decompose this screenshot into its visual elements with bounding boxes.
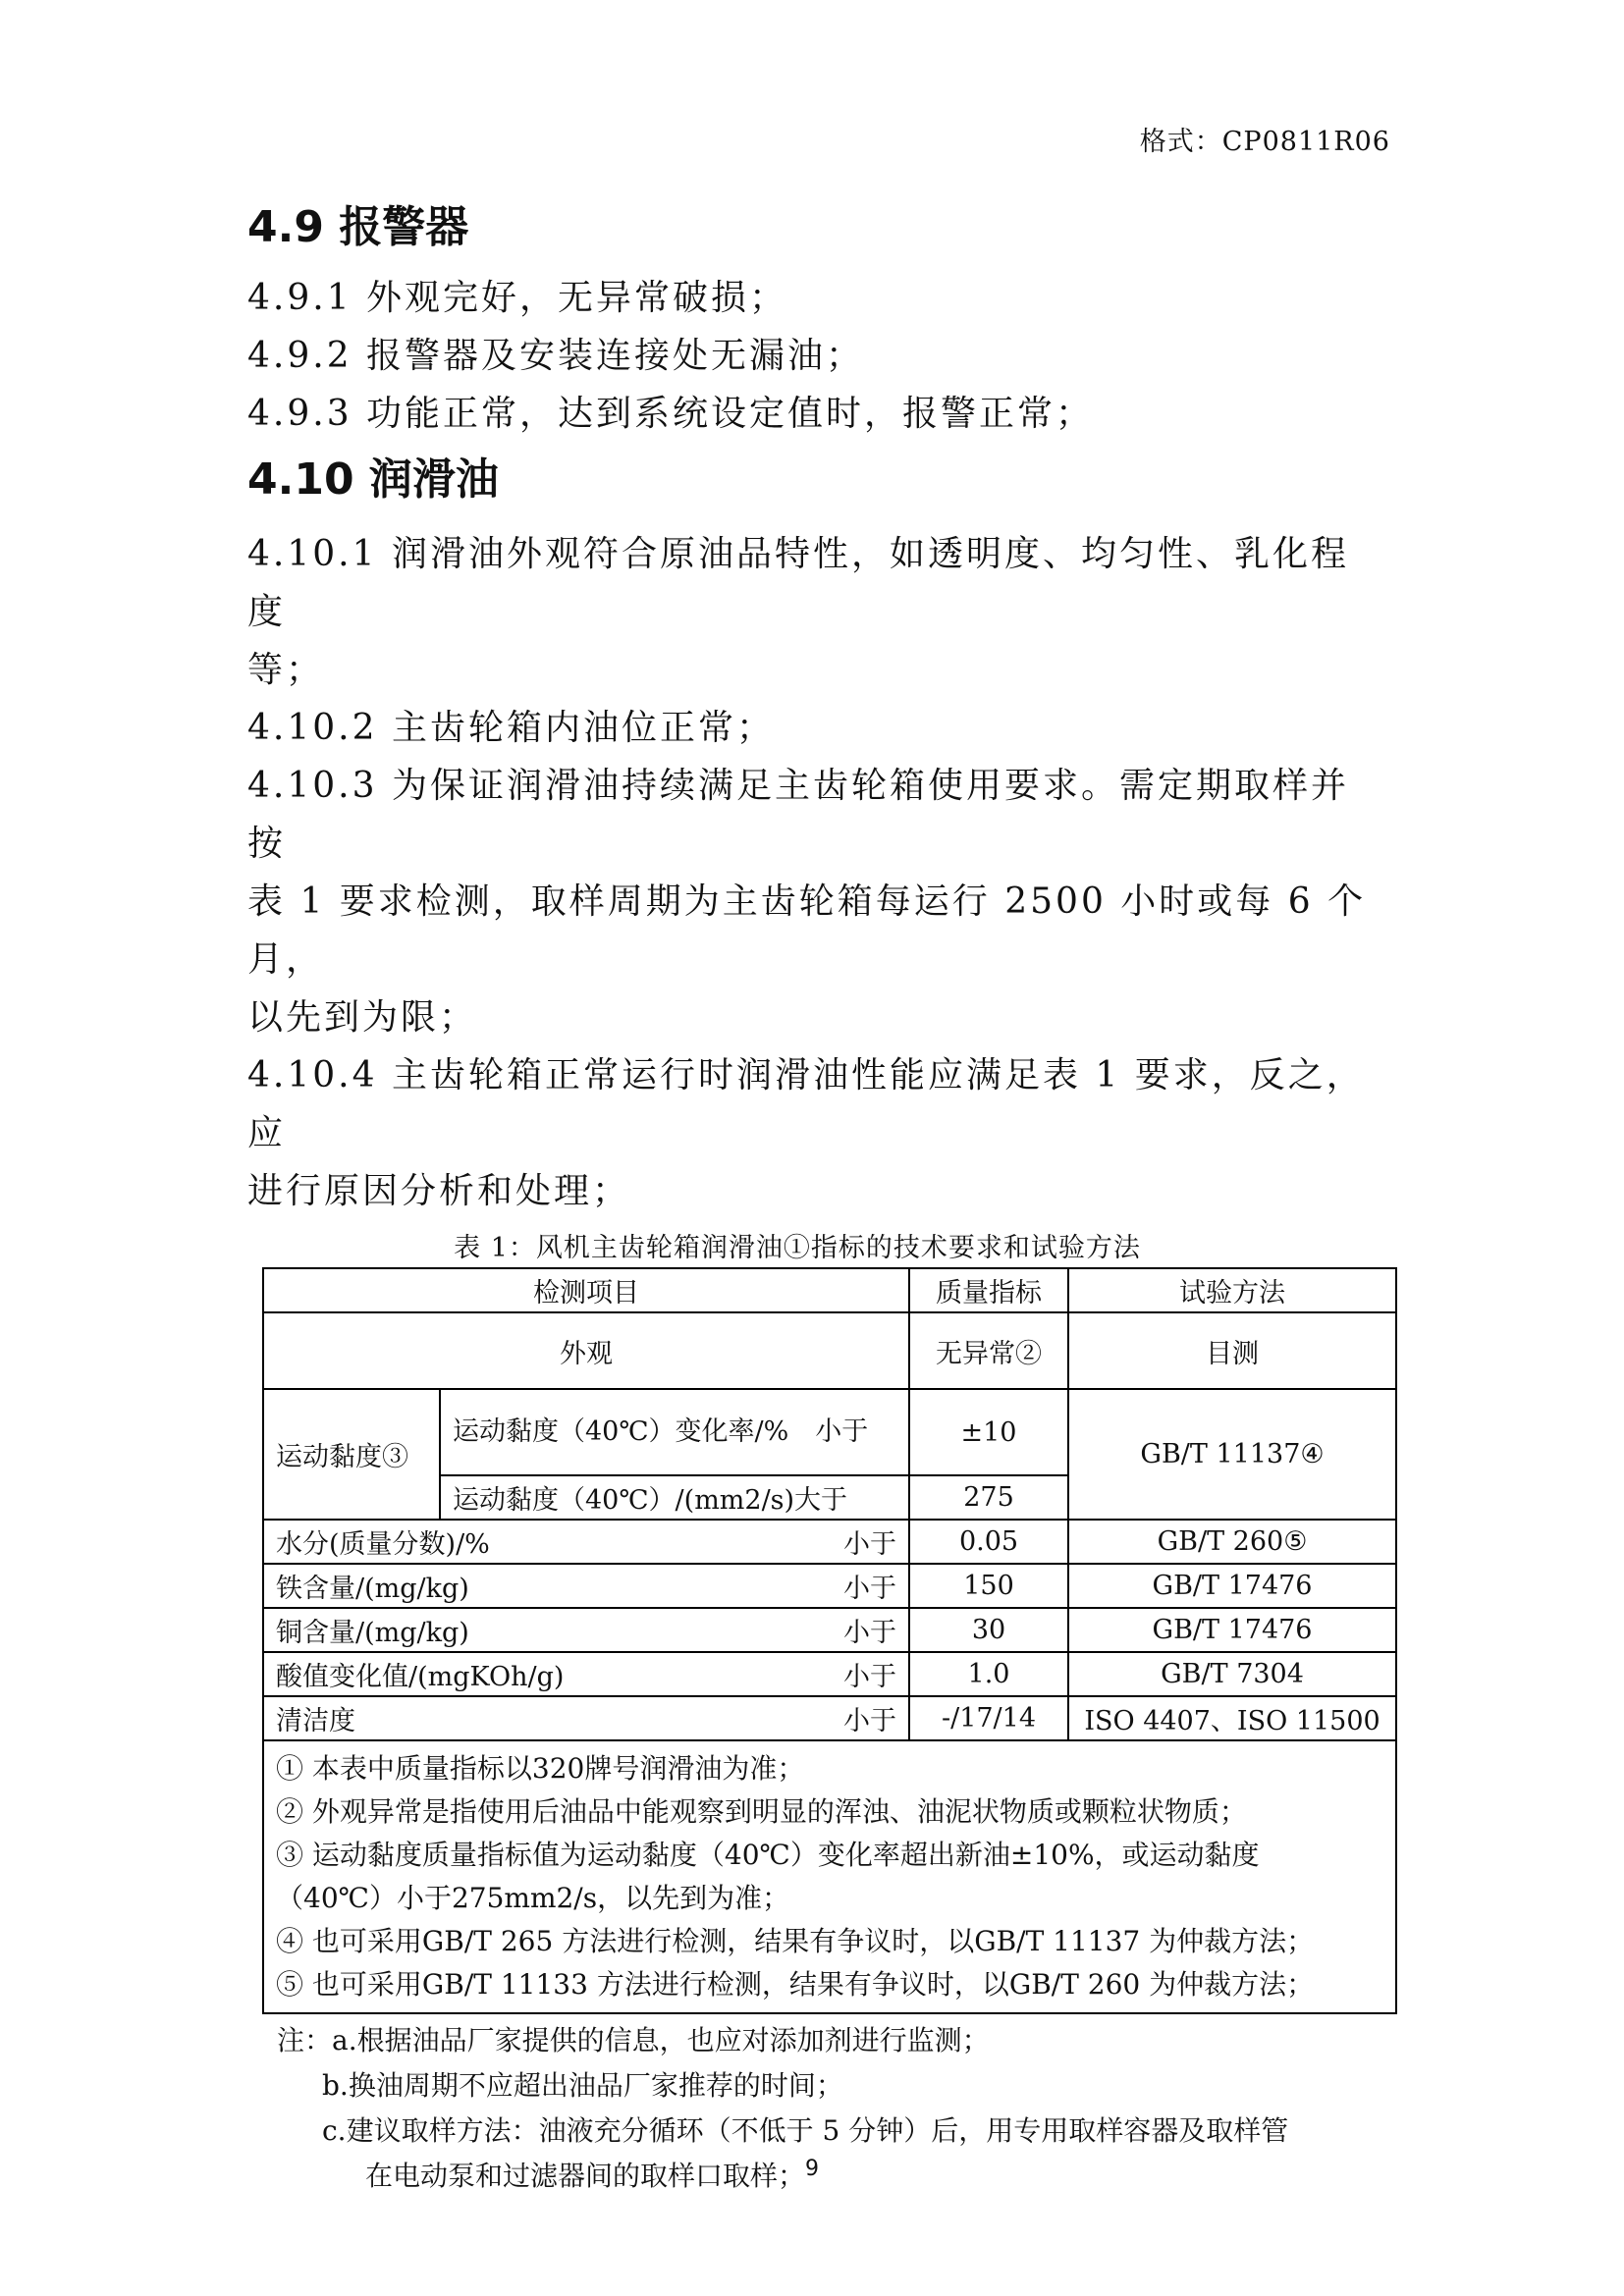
item-4-10-4-cont: 进行原因分析和处理；	[247, 1171, 631, 1211]
cell-viscosity-rate-quality: ±10	[909, 1389, 1068, 1475]
cell-water-limit: 小于	[843, 1529, 896, 1560]
footnote-1: ① 本表中质量指标以320牌号润滑油为准；	[276, 1752, 805, 1785]
item-4-9-3: 4.9.3 功能正常，达到系统设定值时，报警正常；	[247, 394, 1095, 434]
cell-acid: 酸值变化值/(mgKOh/g)	[276, 1662, 565, 1692]
table-row	[263, 1564, 1396, 1608]
cell-copper-limit: 小于	[843, 1618, 896, 1648]
item-4-10-2: 4.10.2 主齿轮箱内油位正常；	[247, 708, 775, 748]
cell-water-quality: 0.05	[909, 1520, 1068, 1564]
cell-copper: 铜含量/(mg/kg)	[276, 1618, 469, 1648]
cell-water: 水分(质量分数)/%	[276, 1529, 490, 1560]
cell-acid-limit: 小于	[843, 1662, 896, 1692]
cell-appearance-quality: 无异常②	[909, 1312, 1068, 1389]
table-footnotes	[263, 1740, 1396, 2013]
cell-acid-quality: 1.0	[909, 1652, 1068, 1696]
table-row	[263, 1312, 1396, 1389]
cell-copper-method: GB/T 17476	[1068, 1608, 1396, 1652]
table-row	[263, 1389, 1396, 1475]
header-method: 试验方法	[1068, 1268, 1396, 1312]
cell-viscosity-min-quality: 275	[909, 1475, 1068, 1520]
table-row	[263, 1652, 1396, 1696]
cell-clean: 清洁度	[276, 1706, 355, 1736]
note-c-cont: 在电动泵和过滤器间的取样口取样；	[365, 2160, 806, 2192]
cell-water-method: GB/T 260⑤	[1068, 1520, 1396, 1564]
header-item: 检测项目	[263, 1268, 909, 1312]
footnote-2: ② 外观异常是指使用后油品中能观察到明显的浑浊、油泥状物质或颗粒状物质；	[276, 1795, 1247, 1828]
item-4-10-1: 4.10.1 润滑油外观符合原油品特性，如透明度、均匀性、乳化程度	[247, 534, 1349, 632]
cell-appearance-method: 目测	[1068, 1312, 1396, 1389]
cell-iron-quality: 150	[909, 1564, 1068, 1608]
header-quality: 质量指标	[909, 1268, 1068, 1312]
item-4-10-4: 4.10.4 主齿轮箱正常运行时润滑油性能应满足表 1 要求，反之，应	[247, 1055, 1365, 1153]
table-row	[263, 1696, 1396, 1740]
cell-viscosity-group: 运动黏度③	[263, 1389, 440, 1520]
cell-viscosity-min: 运动黏度（40℃）/(mm2/s)大于	[440, 1475, 909, 1520]
cell-iron-method: GB/T 17476	[1068, 1564, 1396, 1608]
item-4-10-3-cont2: 以先到为限；	[247, 997, 478, 1038]
item-4-9-2: 4.9.2 报警器及安装连接处无漏油；	[247, 336, 865, 376]
cell-viscosity-rate: 运动黏度（40℃）变化率/% 小于	[440, 1389, 909, 1475]
note-a: 注：a.根据油品厂家提供的信息，也应对添加剂进行监测；	[277, 2024, 990, 2056]
footnote-3-cont: （40℃）小于275mm2/s，以先到为准；	[276, 1882, 790, 1914]
page-number: 9	[805, 2157, 819, 2181]
table-footnotes-row	[263, 1740, 1396, 2013]
footnote-4: ④ 也可采用GB/T 265 方法进行检测，结果有争议时，以GB/T 11137 为仲裁方法；	[276, 1925, 1315, 1957]
cell-clean-quality: -/17/14	[909, 1696, 1068, 1740]
document-body	[247, 196, 1386, 2199]
table-row	[263, 1608, 1396, 1652]
cell-clean-limit: 小于	[843, 1706, 896, 1736]
note-b: b.换油周期不应超出油品厂家推荐的时间；	[322, 2069, 843, 2102]
cell-appearance: 外观	[263, 1312, 909, 1389]
spec-table	[262, 1267, 1397, 2014]
section-4-9-title: 4.9 报警器	[247, 202, 469, 252]
cell-iron-limit: 小于	[843, 1574, 896, 1604]
format-code: 格式：CP0811R06	[1139, 127, 1390, 157]
table-caption: 表 1：风机主齿轮箱润滑油①指标的技术要求和试验方法	[454, 1233, 1141, 1263]
cell-copper-quality: 30	[909, 1608, 1068, 1652]
item-4-10-3: 4.10.3 为保证润滑油持续满足主齿轮箱使用要求。需定期取样并按	[247, 766, 1349, 864]
table-row	[263, 1520, 1396, 1564]
item-4-10-1-cont: 等；	[247, 650, 325, 690]
cell-iron: 铁含量/(mg/kg)	[276, 1574, 469, 1604]
note-c: c.建议取样方法：油液充分循环（不低于 5 分钟）后，用专用取样容器及取样管	[322, 2114, 1289, 2147]
item-4-9-1: 4.9.1 外观完好，无异常破损；	[247, 278, 788, 318]
cell-clean-method: ISO 4407、ISO 11500	[1068, 1696, 1396, 1740]
item-4-10-3-cont: 表 1 要求检测，取样周期为主齿轮箱每运行 2500 小时或每 6 个月，	[247, 881, 1367, 980]
cell-viscosity-method: GB/T 11137④	[1068, 1389, 1396, 1520]
footnote-5: ⑤ 也可采用GB/T 11133 方法进行检测，结果有争议时，以GB/T 260 为仲裁方法；	[276, 1968, 1315, 2001]
section-4-10-title: 4.10 润滑油	[247, 454, 499, 505]
table-header-row	[263, 1268, 1396, 1312]
cell-acid-method: GB/T 7304	[1068, 1652, 1396, 1696]
footnote-3: ③ 运动黏度质量指标值为运动黏度（40℃）变化率超出新油±10%，或运动黏度	[276, 1839, 1260, 1871]
